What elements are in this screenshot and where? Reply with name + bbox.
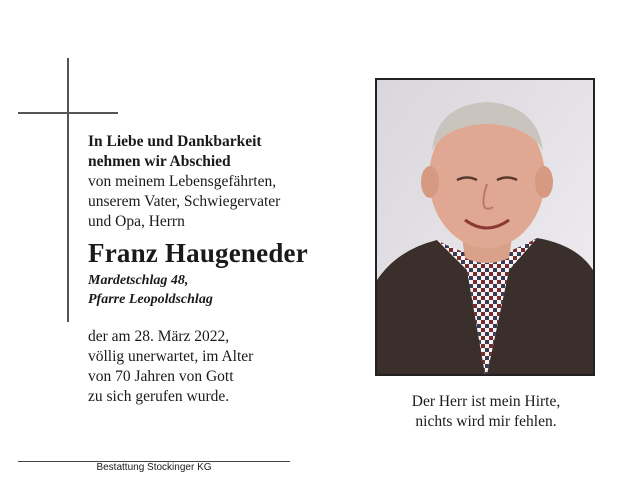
cross-vertical-beam (67, 58, 69, 322)
death-details (88, 327, 328, 407)
deceased-address (88, 271, 213, 309)
psalm-line-1: Der Herr ist mein Hirte, (411, 393, 561, 410)
psalm-line-2: nichts wird mir fehlen. (415, 413, 557, 430)
intro-text (88, 132, 328, 232)
intro-line-3: von meinem Lebensgefährten, (88, 173, 277, 190)
portrait-illustration (377, 80, 593, 374)
address-line-2: Pfarre Leopoldschlag (88, 292, 213, 307)
portrait-photo (375, 78, 595, 376)
intro-line-5: und Opa, Herrn (88, 213, 185, 230)
details-line-1: der am 28. März 2022, (88, 328, 230, 345)
details-line-2: völlig unerwartet, im Alter (88, 348, 254, 365)
funeral-home-name: Bestattung Stockinger KG (96, 462, 212, 473)
cross-horizontal-beam (18, 112, 118, 114)
address-line-1: Mardetschlag 48, (88, 273, 189, 288)
psalm-quote (375, 392, 597, 432)
details-line-4: zu sich gerufen wurde. (88, 388, 230, 405)
intro-line-4: unserem Vater, Schwiegervater (88, 193, 281, 210)
deceased-name: Franz Haugeneder (88, 238, 308, 268)
intro-line-2: nehmen wir Abschied (88, 153, 231, 170)
intro-line-1: In Liebe und Dankbarkeit (88, 133, 262, 150)
details-line-3: von 70 Jahren von Gott (88, 368, 234, 385)
